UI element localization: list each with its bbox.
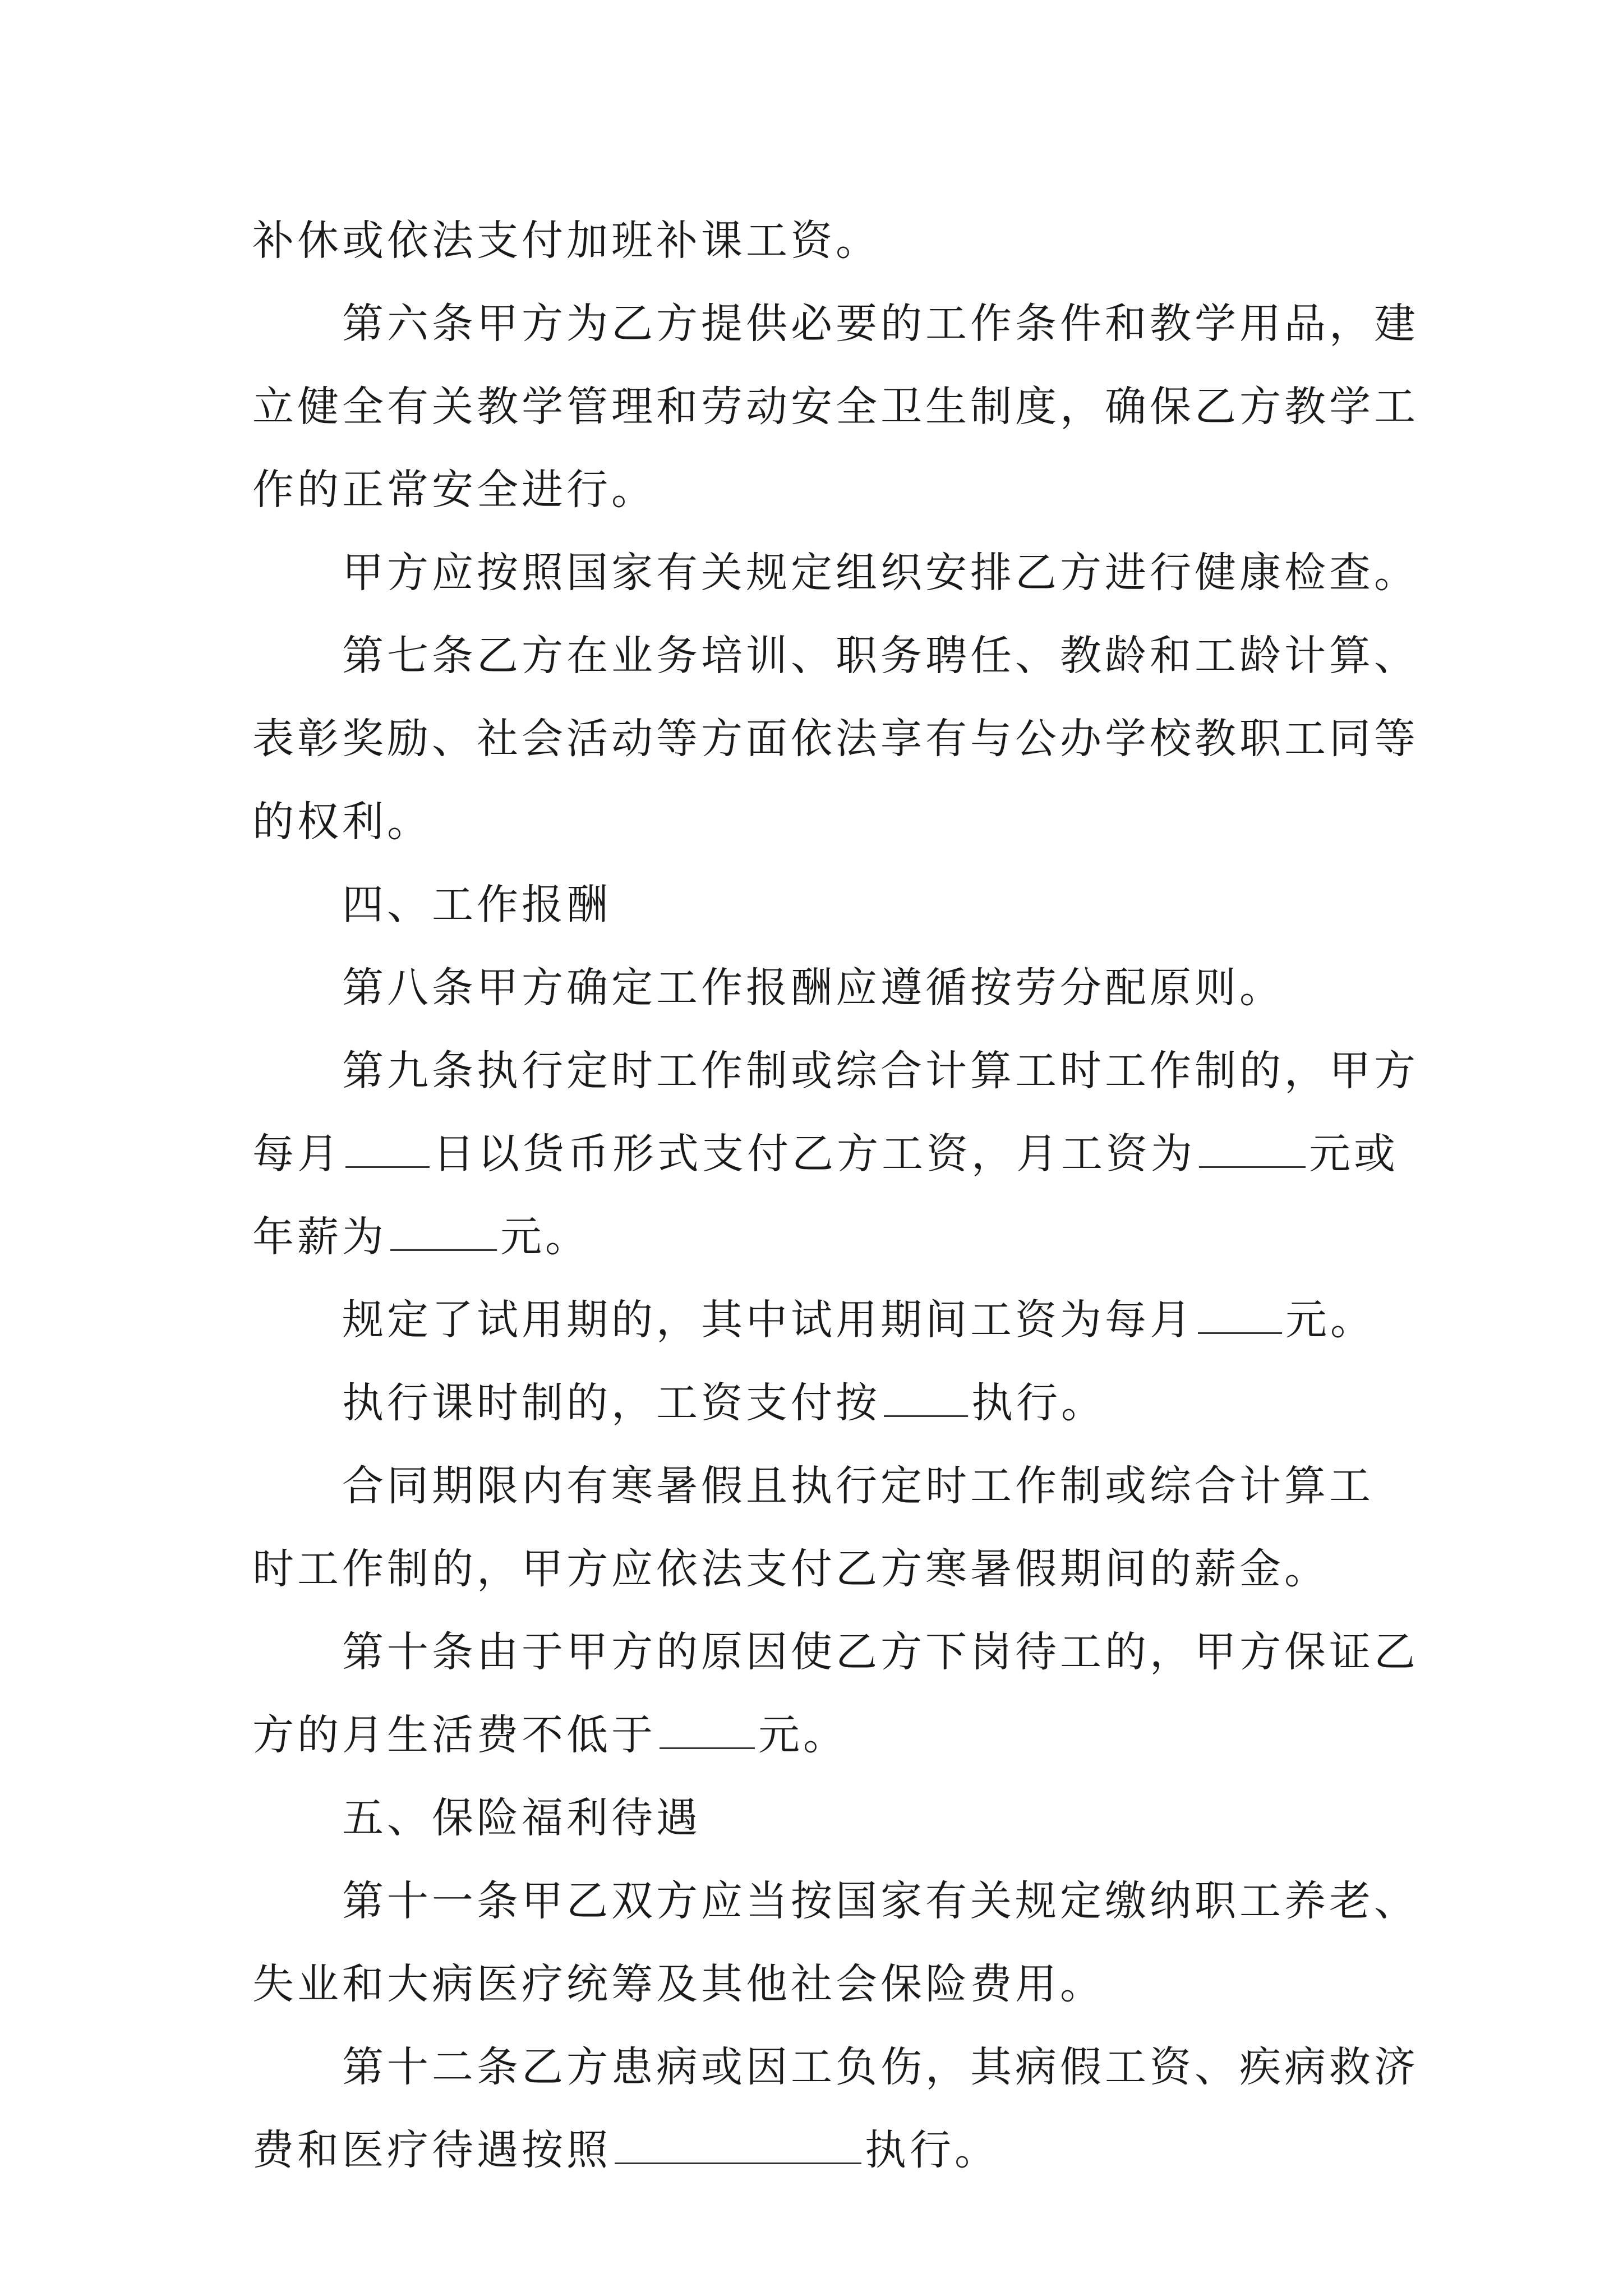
text-segment: 规定了试用期的，其中试用期间工资为每月 bbox=[342, 1296, 1195, 1344]
article-11: 第十一条甲乙双方应当按国家有关规定缴纳职工养老、 bbox=[342, 1877, 1419, 1925]
hourly-standard-blank[interactable] bbox=[884, 1383, 968, 1417]
living-allowance-blank[interactable] bbox=[660, 1715, 755, 1749]
salary-line bbox=[252, 1112, 1399, 1195]
text-segment: 元或 bbox=[1309, 1130, 1399, 1178]
medical-standard-blank[interactable] bbox=[615, 2130, 861, 2164]
text-segment: 执行课时制的，工资支付按 bbox=[342, 1379, 880, 1427]
hourly-system-line bbox=[252, 1361, 1396, 1444]
text-segment: 元。 bbox=[758, 1711, 848, 1759]
article-9: 第九条执行定时工作制或综合计算工时工作制的，甲方 bbox=[342, 1047, 1419, 1095]
trial-salary-line bbox=[252, 1278, 1396, 1361]
text-line: 立健全有关教学管理和劳动安全卫生制度，确保乙方教学工 bbox=[252, 383, 1419, 431]
medical-treatment-line bbox=[252, 2109, 1396, 2192]
article-8: 第八条甲方确定工作报酬应遵循按劳分配原则。 bbox=[342, 964, 1284, 1012]
annual-salary-blank[interactable] bbox=[390, 1217, 497, 1251]
text-segment: 费和医疗待遇按照 bbox=[252, 2126, 611, 2174]
text-line: 时工作制的，甲方应依法支付乙方寒暑假期间的薪金。 bbox=[252, 1545, 1329, 1593]
text-segment: 每月 bbox=[252, 1130, 342, 1178]
section-heading-insurance: 五、保险福利待遇 bbox=[342, 1794, 701, 1842]
text-segment: 元。 bbox=[500, 1213, 590, 1261]
text-line: 补休或依法支付加班补课工资。 bbox=[252, 217, 880, 265]
text-line: 表彰奖励、社会活动等方面依法享有与公办学校教职工同等 bbox=[252, 715, 1419, 763]
text-segment: 方的月生活费不低于 bbox=[252, 1711, 656, 1759]
section-heading-remuneration: 四、工作报酬 bbox=[342, 881, 611, 929]
text-line: 作的正常安全进行。 bbox=[252, 466, 656, 514]
article-6: 第六条甲方为乙方提供必要的工作条件和教学用品，建 bbox=[342, 300, 1419, 348]
trial-salary-blank[interactable] bbox=[1198, 1300, 1282, 1334]
contract-body bbox=[252, 199, 1419, 2192]
text-segment: 年薪为 bbox=[252, 1213, 387, 1261]
article-7: 第七条乙方在业务培训、职务聘任、教龄和工龄计算、 bbox=[342, 632, 1419, 680]
text-segment: 元。 bbox=[1285, 1296, 1375, 1344]
health-check-paragraph: 甲方应按照国家有关规定组织安排乙方进行健康检查。 bbox=[342, 549, 1419, 597]
text-segment: 执行。 bbox=[971, 1379, 1106, 1427]
monthly-salary-blank[interactable] bbox=[1199, 1134, 1306, 1168]
text-segment: 日以货币形式支付乙方工资，月工资为 bbox=[433, 1130, 1196, 1178]
text-line: 的权利。 bbox=[252, 798, 432, 846]
annual-salary-line bbox=[252, 1195, 1396, 1278]
living-allowance-line bbox=[252, 1694, 1396, 1777]
vacation-pay-paragraph: 合同期限内有寒暑假且执行定时工作制或综合计算工 bbox=[342, 1462, 1374, 1510]
article-12: 第十二条乙方患病或因工负伤，其病假工资、疾病救济 bbox=[342, 2043, 1419, 2091]
pay-day-blank[interactable] bbox=[345, 1134, 430, 1168]
text-line: 失业和大病医疗统筹及其他社会保险费用。 bbox=[252, 1960, 1105, 2008]
text-segment: 执行。 bbox=[865, 2126, 999, 2174]
article-10: 第十条由于甲方的原因使乙方下岗待工的，甲方保证乙 bbox=[342, 1628, 1419, 1676]
